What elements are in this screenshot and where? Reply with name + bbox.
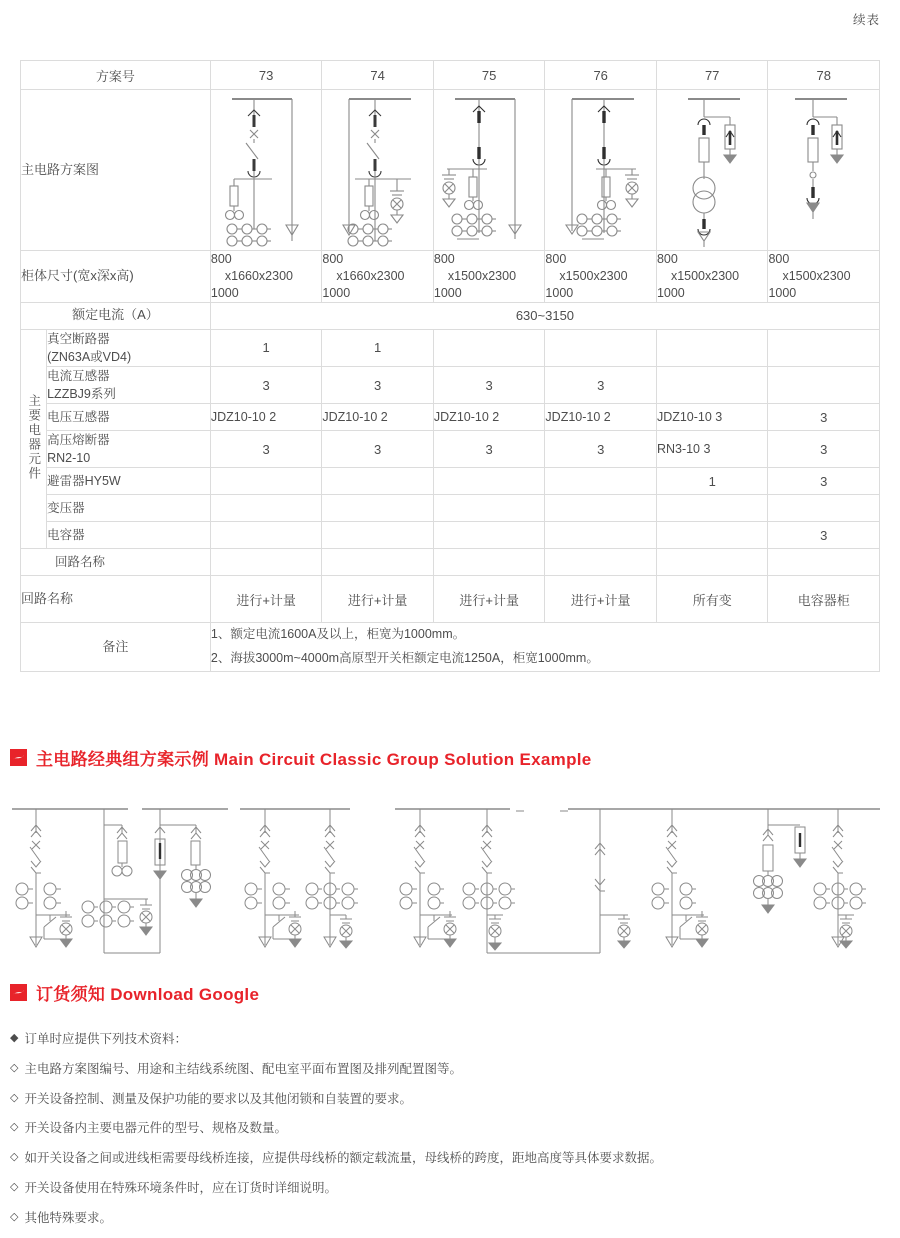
rated-current-value: 630~3150: [210, 302, 879, 329]
component-value: [656, 522, 768, 549]
bullet-marker: ◇: [10, 1061, 19, 1074]
bullet-marker: ◇: [10, 1151, 19, 1163]
cabinet-size-row: [21, 251, 880, 303]
dim-line-3: 1000: [322, 285, 351, 300]
dim-line-1: 800: [322, 252, 344, 266]
component-row-ct: [21, 366, 880, 403]
circuit-name-77: 所有变: [656, 576, 768, 623]
component-value: 1: [656, 468, 768, 495]
header-scheme-75: 75: [433, 61, 545, 90]
component-value: [210, 468, 322, 495]
component-value: [545, 522, 657, 549]
component-row-circuit-name-blank: [21, 549, 880, 576]
section-title: 订货须知 Download Google: [36, 985, 260, 1004]
dim-line-1: 800: [545, 252, 567, 266]
list-item-text: 开关设备控制、测量及保护功能的要求以及其他闭锁和自装置的要求。: [24, 1091, 412, 1106]
component-value: [656, 329, 768, 366]
component-value: [768, 549, 880, 576]
schematic-cell-75: [433, 90, 545, 251]
component-value: 3: [433, 431, 545, 468]
circuit-diagram-73: [214, 91, 319, 249]
section-heading-order-notice: [10, 980, 259, 1005]
list-item-text: 订单时应提供下列技术资料：: [24, 1032, 187, 1046]
dim-line-1: 800: [768, 252, 790, 266]
circuit-name-73: 进行+计量: [210, 576, 322, 623]
component-value: [322, 549, 434, 576]
bullet-marker: ◆: [10, 1032, 19, 1044]
component-value: JDZ10-10 2: [433, 404, 545, 431]
main-circuit-table-wrapper: [20, 60, 880, 672]
component-value: 3: [545, 431, 657, 468]
circuit-name-row: [21, 576, 880, 623]
dim-line-1: 800: [656, 252, 678, 266]
component-label-pt: 电压互感器: [47, 404, 211, 431]
cabinet-size-74: [322, 251, 434, 303]
rated-current-row: [21, 302, 880, 329]
ribbon-square-icon: [10, 984, 27, 1001]
list-item: [10, 1209, 890, 1228]
list-item: [10, 1119, 890, 1138]
component-value: 3: [322, 366, 434, 403]
component-value: [322, 495, 434, 522]
continuation-label: 续表: [852, 13, 880, 27]
header-scheme-76: 76: [545, 61, 657, 90]
component-value: 3: [210, 366, 322, 403]
dim-line-1: 800: [433, 252, 455, 266]
component-row-transformer: [21, 495, 880, 522]
notes-row: [21, 623, 880, 672]
circuit-diagram-77: [660, 91, 765, 249]
component-value: 1: [210, 329, 322, 366]
dim-line-3: 1000: [545, 285, 574, 300]
cabinet-size-75: [433, 251, 545, 303]
bullet-marker: ◇: [10, 1121, 19, 1134]
schematic-row: [21, 90, 880, 251]
classic-group-schematics: [0, 795, 900, 965]
component-value: [545, 468, 657, 495]
component-value: [768, 495, 880, 522]
component-value: [545, 549, 657, 576]
component-label-ct: 电流互感器 LZZBJ9系列: [47, 366, 211, 403]
component-value: 3: [433, 366, 545, 403]
notes-content: [210, 623, 879, 672]
bullet-marker: ◇: [10, 1210, 19, 1223]
component-value: JDZ10-10 3: [656, 404, 768, 431]
notes-label: 备注: [21, 623, 211, 672]
schematic-cell-78: [768, 90, 880, 251]
circuit-name-78: 电容器柜: [768, 576, 880, 623]
schematic-cell-73: [210, 90, 322, 251]
list-item: [10, 1179, 890, 1198]
component-label-circuit-name: 回路名称: [21, 549, 211, 576]
rated-current-label: 额定电流（A）: [21, 302, 211, 329]
classic-group-diagram: [0, 795, 900, 965]
component-value: JDZ10-10 2: [545, 404, 657, 431]
list-item-text: 开关设备内主要电器元件的型号、规格及数量。: [24, 1121, 287, 1136]
circuit-diagram-75: [437, 91, 542, 249]
circuit-diagram-74: [325, 91, 430, 249]
component-value: 1: [322, 329, 434, 366]
dim-line-2: x1500x2300: [447, 268, 517, 283]
cabinet-size-76: [545, 251, 657, 303]
cabinet-size-78: [768, 251, 880, 303]
bullet-marker: ◇: [10, 1091, 19, 1104]
component-value: [210, 549, 322, 576]
dim-line-2: x1660x2300: [224, 268, 293, 283]
header-scheme-78: 78: [768, 61, 880, 90]
circuit-diagram-76: [548, 91, 653, 249]
component-row-breaker: [21, 329, 880, 366]
note-item: 2、海拔3000m~4000m高原型开关柜额定电流1250A，柜宽1000mm。: [210, 651, 599, 666]
component-value: JDZ10-10 2: [210, 404, 322, 431]
list-item-text: 如开关设备之间或进线柜需要母线桥连接，应提供母线桥的额定载流量，母线桥的跨度，距地高度等具体要求数据。: [24, 1151, 662, 1165]
list-item-text: 主电路方案图编号、用途和主结线系统图、配电室平面布置图及排列配置图等。: [24, 1061, 462, 1076]
note-item: 1、额定电流1600A及以上，柜宽为1000mm。: [210, 627, 466, 642]
dim-line-2: x1660x2300: [336, 268, 405, 283]
component-value: [433, 495, 545, 522]
schematic-row-label: 主电路方案图: [21, 90, 211, 251]
component-value: [210, 495, 322, 522]
list-item-text: 开关设备使用在特殊环境条件时，应在订货时详细说明。: [24, 1180, 337, 1195]
list-item: [10, 1090, 890, 1109]
component-row-capacitor: [21, 522, 880, 549]
component-label-fuse: 高压熔断器 RN2-10: [47, 431, 211, 468]
component-value: [656, 366, 768, 403]
component-value: [545, 329, 657, 366]
header-scheme-73: 73: [210, 61, 322, 90]
component-value: [656, 495, 768, 522]
component-row-pt: [21, 404, 880, 431]
component-value: 3: [322, 431, 434, 468]
dim-line-3: 1000: [656, 285, 685, 300]
main-circuit-table: [20, 60, 880, 672]
schematic-cell-74: [322, 90, 434, 251]
dim-line-2: x1500x2300: [670, 268, 740, 283]
component-value: 3: [210, 431, 322, 468]
component-label-transformer: 变压器: [47, 495, 211, 522]
dim-line-3: 1000: [210, 285, 239, 300]
component-value: [433, 522, 545, 549]
list-item-text: 其他特殊要求。: [24, 1210, 112, 1225]
circuit-diagram-78: [771, 91, 876, 249]
header-scheme-label: 方案号: [21, 61, 211, 90]
component-value: RN3-10 3: [656, 431, 768, 468]
circuit-name-75: 进行+计量: [433, 576, 545, 623]
header-scheme-77: 77: [656, 61, 768, 90]
component-row-fuse: [21, 431, 880, 468]
cabinet-size-label: 柜体尺寸(宽x深x高): [21, 251, 211, 303]
ribbon-square-icon: [10, 749, 27, 766]
component-row-arrester: [21, 468, 880, 495]
component-value: JDZ10-10 2: [322, 404, 434, 431]
component-value: 3: [768, 431, 880, 468]
component-label-capacitor: 电容器: [47, 522, 211, 549]
circuit-name-label: 回路名称: [21, 576, 211, 623]
cabinet-size-73: [210, 251, 322, 303]
dim-line-2: x1500x2300: [782, 268, 851, 283]
section-heading-classic-group: [10, 745, 592, 770]
component-value: [433, 549, 545, 576]
component-group-label: 主要电器元件: [21, 329, 47, 549]
component-value: [322, 468, 434, 495]
schematic-cell-76: [545, 90, 657, 251]
dim-line-3: 1000: [768, 285, 797, 300]
component-value: 3: [768, 522, 880, 549]
component-value: 3: [768, 404, 880, 431]
bullet-marker: ◇: [10, 1180, 19, 1193]
header-scheme-74: 74: [322, 61, 434, 90]
component-value: [656, 549, 768, 576]
list-item: [10, 1149, 890, 1168]
schematic-cell-77: [656, 90, 768, 251]
dim-line-3: 1000: [433, 285, 462, 300]
table-header-row: [21, 61, 880, 90]
component-value: [768, 329, 880, 366]
component-label-arrester: 避雷器HY5W: [47, 468, 211, 495]
order-requirements-list: [10, 1030, 890, 1238]
component-value: 3: [545, 366, 657, 403]
dim-line-1: 800: [210, 252, 232, 266]
component-value: [210, 522, 322, 549]
section-title: 主电路经典组方案示例 Main Circuit Classic Group Solution Example: [36, 750, 592, 769]
circuit-name-76: 进行+计量: [545, 576, 657, 623]
component-value: [433, 468, 545, 495]
list-item: [10, 1030, 890, 1049]
component-value: [322, 522, 434, 549]
list-item: [10, 1060, 890, 1079]
cabinet-size-77: [656, 251, 768, 303]
component-value: 3: [768, 468, 880, 495]
circuit-name-74: 进行+计量: [322, 576, 434, 623]
component-value: [545, 495, 657, 522]
component-value: [433, 329, 545, 366]
component-label-breaker: 真空断路器 (ZN63A或VD4): [47, 329, 211, 366]
dim-line-2: x1500x2300: [559, 268, 628, 283]
component-value: [768, 366, 880, 403]
